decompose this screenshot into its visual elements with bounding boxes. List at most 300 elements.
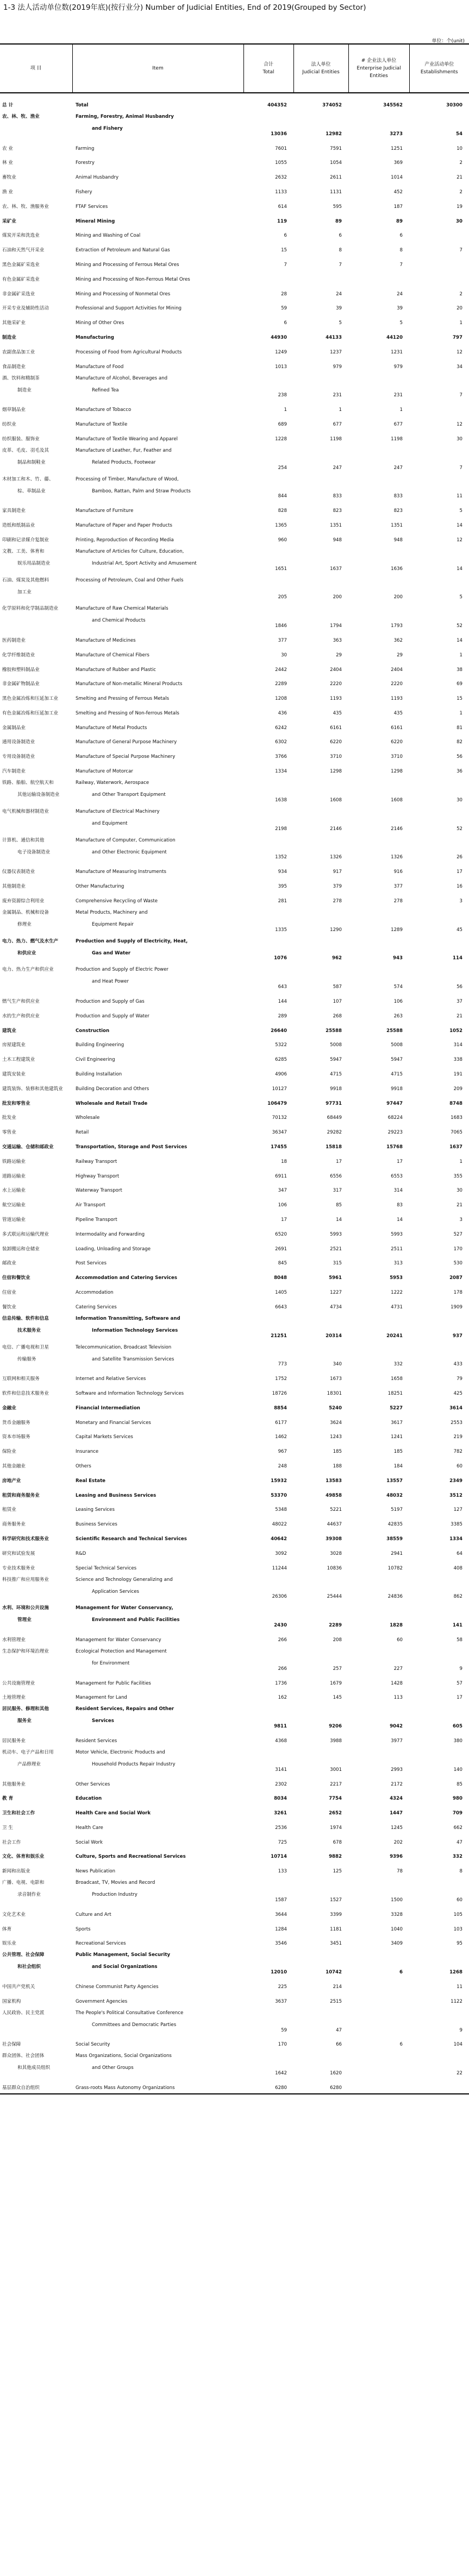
total-value: 643	[278, 984, 287, 990]
total-value: 2289	[275, 681, 287, 687]
item-name-zh: 生态保护和环境治理业	[2, 1648, 49, 1654]
item-name-zh: 航空运输业	[2, 1202, 26, 1208]
total-value: 6285	[275, 1057, 287, 1063]
item-name-zh: 建筑装饰、装修和其他建筑业	[2, 1086, 63, 1092]
establishment-value: 8748	[449, 1100, 462, 1106]
item-name-zh: 汽车制造业	[2, 769, 26, 775]
item-name-en: Internet and Relative Services	[76, 1376, 146, 1382]
judicial-value: 44637	[327, 1522, 342, 1528]
judicial-value: 2652	[329, 1811, 342, 1817]
table-row	[0, 1225, 469, 1240]
item-name-en: Other Services	[76, 1781, 110, 1787]
enterprise-value: 8	[399, 248, 403, 254]
judicial-value: 3451	[330, 1941, 342, 1947]
item-name-zh: 群众团体、社会团体 和其他成员组织	[2, 2053, 51, 2071]
item-name-zh: 金融业	[2, 1405, 16, 1411]
judicial-value: 268	[333, 1013, 342, 1019]
total-value: 1352	[275, 855, 287, 860]
item-name-zh: 专业技术服务业	[2, 1565, 35, 1571]
enterprise-value: 3328	[391, 1912, 403, 1917]
table-row	[0, 1182, 469, 1197]
item-name-en: Fishery	[76, 189, 92, 195]
enterprise-value: 3409	[391, 1941, 403, 1947]
enterprise-value: 3273	[390, 131, 403, 137]
enterprise-value	[348, 2050, 409, 2079]
item-name-zh: 卫 生	[2, 1825, 13, 1831]
table-row	[0, 1574, 469, 1603]
establishment-value: 21	[457, 175, 462, 181]
table-row	[0, 574, 469, 603]
judicial-value: 5947	[330, 1057, 342, 1063]
judicial-value: 435	[333, 710, 342, 716]
table-row	[0, 1050, 469, 1065]
judicial-value: 278	[333, 898, 342, 904]
table-row	[0, 1631, 469, 1645]
establishment-value: 191	[453, 1072, 462, 1078]
item-name-zh: 人民政协、民主党派	[2, 2010, 45, 2016]
item-name-zh: 其他服务业	[2, 1781, 26, 1787]
enterprise-value: 44120	[386, 334, 403, 340]
enterprise-value: 89	[396, 218, 403, 224]
enterprise-value: 313	[393, 1261, 403, 1267]
judicial-value: 595	[333, 204, 342, 210]
item-name-en: Processing of Petroleum, Coal and Other Fuels	[76, 577, 184, 583]
judicial-value: 2611	[330, 175, 342, 181]
establishment-value: 2553	[451, 1420, 462, 1426]
item-name-en: Education	[76, 1796, 102, 1802]
establishment-value: 21	[457, 1202, 462, 1208]
judicial-value: 1181	[330, 1926, 342, 1932]
judicial-value: 678	[333, 1839, 342, 1845]
judicial-value: 1227	[330, 1289, 342, 1295]
establishment-value: 3614	[449, 1405, 462, 1411]
item-name-zh: 社会工作	[2, 1839, 21, 1845]
total-value: 238	[278, 393, 287, 398]
table-row	[0, 1689, 469, 1704]
total-value	[243, 270, 293, 285]
item-name-en: Special Technical Services	[76, 1565, 137, 1571]
item-name-en: Manufacture of Medicines	[76, 637, 136, 643]
table-row	[0, 1992, 469, 2007]
item-name-en: Grass-roots Mass Autonomy Organizations	[72, 2079, 243, 2094]
judicial-value: 3624	[330, 1420, 342, 1426]
total-value: 1249	[275, 349, 287, 355]
item-name-en: Broadcast, TV, Movies and Record Production Industry	[76, 1880, 155, 1898]
establishment-value: 47	[457, 1839, 462, 1845]
establishment-value: 1637	[449, 1144, 462, 1150]
total-value: 289	[278, 1013, 287, 1019]
total-value: 106479	[267, 1100, 287, 1106]
judicial-value: 823	[333, 508, 342, 514]
table-row	[0, 168, 469, 183]
judicial-value: 188	[333, 1463, 342, 1469]
item-name-en: Telecommunication, Broadcast Television and Satellite Transmission Services	[76, 1344, 174, 1362]
item-name-zh: 公共管理、社会保障 和社会组织	[2, 1952, 45, 1970]
judicial-value: 948	[333, 537, 342, 543]
enterprise-value: 6	[399, 233, 403, 239]
total-value: 18	[281, 1159, 287, 1164]
item-name-zh: 居民服务业	[2, 1738, 26, 1744]
header-enterprise-judicial: # 企业法人单位 Enterprise Judicial Entities	[348, 44, 409, 93]
establishment-value: 17	[457, 869, 462, 875]
item-name-en: Civil Engineering	[76, 1057, 115, 1063]
table-row	[0, 2050, 469, 2079]
establishment-value: 81	[457, 725, 462, 731]
item-name-zh: 非金属矿采选业	[2, 291, 35, 297]
item-name-en: Printing, Reproduction of Recording Media	[76, 537, 174, 543]
judicial-value: 5221	[330, 1507, 342, 1513]
item-name-zh: 电信、广播电视和卫星 传输服务	[2, 1344, 49, 1362]
judicial-value: 1131	[330, 189, 342, 195]
establishment-value: 2087	[449, 1275, 462, 1281]
establishment-value: 16	[457, 884, 462, 890]
table-row	[0, 689, 469, 704]
enterprise-value: 38559	[386, 1536, 403, 1542]
total-value: 7601	[275, 145, 287, 151]
establishment-value: 69	[457, 681, 462, 687]
item-name-zh: 电力、热力、燃气及水生产 和供应业	[2, 938, 59, 956]
total-value: 10714	[271, 1854, 287, 1860]
item-name-en: Loading, Unloading and Storage	[76, 1246, 151, 1252]
enterprise-value: 3710	[391, 754, 403, 760]
table-row	[0, 1255, 469, 1269]
judicial-value: 5993	[330, 1231, 342, 1237]
item-name-en: Transportation, Storage and Post Services	[76, 1144, 187, 1150]
total-value: 3644	[275, 1912, 287, 1917]
judicial-value: 9882	[329, 1854, 342, 1860]
judicial-value: 1351	[330, 522, 342, 528]
judicial-value: 145	[333, 1695, 342, 1701]
item-name-zh: 纺织业	[2, 421, 16, 427]
total-value: 3141	[275, 1767, 287, 1773]
item-name-en: Resident Services	[76, 1738, 117, 1744]
table-row	[0, 631, 469, 646]
establishment-value: 2	[459, 291, 462, 297]
enterprise-value: 113	[393, 1695, 403, 1701]
item-name-zh: 总 计	[2, 103, 14, 108]
establishment-value: 3	[459, 898, 462, 904]
judicial-value: 24	[336, 291, 342, 297]
total-value: 1076	[274, 955, 287, 961]
judicial-value: 2404	[330, 667, 342, 673]
total-value: 1365	[275, 522, 287, 528]
establishment-value: 782	[453, 1449, 462, 1455]
enterprise-value: 9042	[390, 1724, 403, 1730]
establishment-value: 1	[459, 320, 462, 326]
item-name-en: Manufacture of Special Purpose Machinery	[76, 754, 176, 760]
total-value: 281	[278, 898, 287, 904]
enterprise-value: 1636	[391, 566, 403, 572]
enterprise-value: 377	[393, 884, 403, 890]
item-name-en: Scientific Research and Technical Services	[76, 1536, 187, 1542]
total-value: 2302	[275, 1781, 287, 1787]
item-name-en: Forestry	[76, 160, 95, 166]
establishment-value: 527	[453, 1231, 462, 1237]
judicial-value: 25444	[327, 1594, 342, 1600]
table-row	[0, 1819, 469, 1833]
item-name-en: Manufacture of Metal Products	[76, 725, 147, 731]
judicial-value: 917	[333, 869, 342, 875]
table-row	[0, 1196, 469, 1211]
judicial-value: 231	[333, 393, 342, 398]
item-name-zh: 制造业	[2, 334, 16, 340]
total-value: 3546	[275, 1941, 287, 1947]
table-row	[0, 1080, 469, 1094]
item-name-en: Social Work	[76, 1839, 103, 1845]
judicial-value: 47	[336, 2027, 342, 2033]
total-value: 162	[278, 1695, 287, 1701]
total-value: 4368	[275, 1738, 287, 1744]
item-name-en: Manufacturing	[76, 334, 114, 340]
judicial-value: 6280	[293, 2079, 348, 2094]
enterprise-value: 332	[393, 1362, 403, 1368]
item-name-en: Railway Transport	[76, 1159, 117, 1164]
total-value: 960	[278, 537, 287, 543]
judicial-value: 200	[333, 594, 342, 600]
total-value: 170	[278, 2042, 287, 2048]
item-name-zh: 通用设备制造业	[2, 739, 35, 745]
enterprise-value: 1428	[391, 1680, 403, 1686]
establishment-value: 5	[459, 508, 462, 514]
item-name-en: Smelting and Pressing of Non-ferrous Metals	[76, 710, 179, 716]
table-row	[0, 992, 469, 1007]
establishment-value: 3512	[449, 1492, 462, 1498]
establishment-value: 862	[453, 1594, 462, 1600]
establishment-value: 2	[459, 160, 462, 166]
total-value: 845	[278, 1261, 287, 1267]
establishment-value: 12	[457, 537, 462, 543]
judicial-value: 49858	[326, 1492, 342, 1498]
judicial-value: 677	[333, 421, 342, 427]
table-row	[0, 314, 469, 328]
establishment-value: 60	[457, 1897, 462, 1903]
enterprise-value: 1241	[391, 1434, 403, 1440]
judicial-value: 962	[332, 955, 342, 961]
item-name-en: Business Services	[76, 1522, 117, 1528]
item-name-en: Farming, Forestry, Animal Husbandry and Fishery	[76, 114, 174, 131]
header-item-en: Item	[72, 44, 243, 93]
table-row	[0, 777, 469, 806]
table-row	[0, 1935, 469, 1950]
judicial-value: 1679	[330, 1680, 342, 1686]
item-name-en: Production and Supply of Electric Power and Heat Power	[76, 967, 168, 985]
table-row	[0, 1746, 469, 1775]
total-value: 725	[278, 1839, 287, 1845]
table-row	[0, 227, 469, 242]
item-name-en: Highway Transport	[76, 1173, 120, 1179]
establishment-value: 5	[459, 594, 462, 600]
item-name-zh: 其他采矿业	[2, 320, 26, 326]
item-name-zh: 燃气生产和供应业	[2, 999, 40, 1005]
total-value: 1846	[275, 623, 287, 629]
item-name-zh: 租赁业	[2, 1507, 16, 1513]
item-name-en: Accommodation and Catering Services	[76, 1275, 177, 1281]
establishment-value: 178	[453, 1289, 462, 1295]
establishment-value: 530	[453, 1261, 462, 1267]
item-name-zh: 电力、热力生产和供应业	[2, 967, 54, 973]
item-name-en: Professional and Support Activities for Mining	[76, 306, 182, 312]
enterprise-value: 9918	[391, 1086, 403, 1092]
item-name-zh: 水上运输业	[2, 1188, 26, 1194]
establishment-value: 52	[457, 826, 462, 832]
establishment-value: 1909	[451, 1304, 462, 1310]
item-name-en: Others	[76, 1463, 91, 1469]
table-row	[0, 2036, 469, 2050]
item-name-zh: 批发业	[2, 1115, 16, 1121]
item-name-zh: 化学纤维制造业	[2, 652, 35, 658]
item-name-zh: 道路运输业	[2, 1173, 26, 1179]
judicial-value: 1	[339, 407, 342, 413]
total-value: 1651	[275, 566, 287, 572]
item-name-zh: 金属制品业	[2, 725, 26, 731]
establishment-value: 980	[453, 1796, 462, 1802]
establishment-value: 1	[459, 1159, 462, 1164]
table-row	[0, 1674, 469, 1689]
enterprise-value: 29223	[387, 1130, 403, 1136]
enterprise-value: 1289	[391, 927, 403, 933]
item-name-en: Mining and Washing of Coal	[76, 233, 141, 239]
enterprise-value: 42835	[387, 1522, 403, 1528]
enterprise-value: 24836	[387, 1594, 403, 1600]
item-name-zh: 建筑安装业	[2, 1072, 26, 1078]
item-name-zh: 文化艺术业	[2, 1912, 26, 1917]
table-row	[0, 1862, 469, 1877]
judicial-value: 374052	[322, 103, 342, 108]
item-name-zh: 资本市场服务	[2, 1434, 30, 1440]
judicial-value: 247	[333, 465, 342, 471]
establishment-value: 22	[457, 2071, 462, 2077]
establishment-value: 14	[457, 637, 462, 643]
item-name-en: Manufacture of Textile Wearing and Apparel	[76, 436, 178, 442]
total-value: 1752	[275, 1376, 287, 1382]
item-name-zh: 社会保障	[2, 2042, 21, 2048]
establishment-value: 209	[453, 1086, 462, 1092]
establishment-value: 54	[456, 131, 462, 137]
table-row	[0, 1167, 469, 1182]
item-name-zh: 邮政业	[2, 1261, 16, 1267]
enterprise-value: 1222	[391, 1289, 403, 1295]
item-name-en: Manufacture of Computer, Communication and Other Electronic Equipment	[76, 837, 176, 855]
total-value: 5348	[275, 1507, 287, 1513]
enterprise-value	[348, 1992, 409, 2007]
enterprise-value: 6	[399, 1970, 403, 1976]
table-row	[0, 502, 469, 516]
enterprise-value: 6220	[391, 739, 403, 745]
judicial-value: 317	[333, 1188, 342, 1194]
judicial-value: 379	[333, 884, 342, 890]
item-name-zh: 保险业	[2, 1449, 16, 1455]
total-value: 6	[284, 233, 287, 239]
table-row	[0, 256, 469, 270]
establishment-value: 104	[453, 2042, 462, 2048]
total-value: 1055	[275, 160, 287, 166]
establishment-value: 7	[459, 248, 462, 254]
establishment-value: 219	[453, 1434, 462, 1440]
judicial-value: 257	[333, 1666, 342, 1672]
item-name-en: Smelting and Pressing of Ferrous Metals	[76, 696, 170, 702]
total-value: 266	[278, 1637, 287, 1643]
item-name-zh: 管道运输业	[2, 1217, 26, 1223]
item-name-zh: 印刷和记录媒介复制业	[2, 537, 49, 543]
item-name-zh: 广播、电视、电影和 录音制作业	[2, 1880, 45, 1898]
enterprise-value: 48032	[386, 1492, 403, 1498]
enterprise-value: 3977	[391, 1738, 403, 1744]
item-name-en: Government Agencies	[76, 1998, 128, 2004]
item-name-zh: 金属制品、机械和设备 修理业	[2, 909, 49, 927]
enterprise-value: 200	[393, 594, 403, 600]
table-row	[0, 1501, 469, 1516]
total-value: 28	[281, 291, 287, 297]
item-name-en: The People's Political Consultative Conference Committees and Democratic Parties	[76, 2010, 184, 2028]
table-row	[0, 415, 469, 430]
total-value: 1208	[275, 696, 287, 702]
judicial-value: 1608	[330, 797, 342, 803]
header-item-zh: 项 目	[0, 44, 72, 93]
page-title: 1-3 法人活动单位数(2019年底)(按行业分) Number of Judicial Entities, End of 2019(Grouped by Sector)	[3, 3, 366, 12]
establishment-value: 314	[453, 1042, 462, 1048]
judicial-value: 214	[333, 1984, 342, 1990]
item-name-zh: 水利管理业	[2, 1637, 26, 1643]
table-row	[0, 1269, 469, 1283]
item-name-en: Manufacture of Raw Chemical Materials and Chemical Products	[76, 606, 168, 624]
enterprise-value: 247	[393, 465, 403, 471]
judicial-value: 10836	[327, 1565, 342, 1571]
item-name-en: Culture and Art	[76, 1912, 111, 1917]
table-row	[0, 1414, 469, 1428]
table-row	[0, 1559, 469, 1574]
table-row	[0, 270, 469, 285]
judicial-value: 1794	[330, 623, 342, 629]
judicial-value: 340	[333, 1362, 342, 1368]
item-name-zh: 新闻和出版业	[2, 1869, 30, 1875]
total-value: 689	[278, 421, 287, 427]
enterprise-value: 10782	[387, 1565, 403, 1571]
total-value: 1335	[275, 927, 287, 933]
judicial-value: 107	[333, 999, 342, 1005]
enterprise-value	[348, 270, 409, 285]
table-row	[0, 1384, 469, 1399]
item-name-zh: 木材加工和木、竹、藤、 棕、草制品业	[2, 476, 54, 494]
table-row	[0, 372, 469, 401]
table-row	[0, 1240, 469, 1255]
enterprise-value: 833	[393, 493, 403, 499]
establishment-value: 1	[459, 710, 462, 716]
table-row	[0, 1399, 469, 1414]
establishment-value	[409, 2079, 469, 2094]
table-row	[0, 198, 469, 212]
establishment-value: 30	[457, 436, 462, 442]
item-name-zh: 零售业	[2, 1130, 16, 1136]
establishment-value: 52	[457, 623, 462, 629]
judicial-value: 9206	[329, 1724, 342, 1730]
enterprise-value: 677	[393, 421, 403, 427]
item-name-zh: 渔 业	[2, 189, 13, 195]
establishment-value: 58	[457, 1637, 462, 1643]
establishment-value: 11	[457, 1984, 462, 1990]
enterprise-value: 2146	[391, 826, 403, 832]
total-value: 828	[278, 508, 287, 514]
enterprise-value: 83	[397, 1202, 403, 1208]
item-name-en: Software and Information Technology Services	[76, 1390, 184, 1396]
table-row	[0, 1833, 469, 1848]
establishment-value: 14	[457, 522, 462, 528]
enterprise-value: 345562	[383, 103, 403, 108]
total-value: 436	[278, 710, 287, 716]
establishment-value: 34	[457, 364, 462, 370]
item-name-zh: 多式联运和运输代理业	[2, 1231, 49, 1237]
item-name-zh: 家具制造业	[2, 508, 26, 514]
item-name-zh: 废弃资源综合利用业	[2, 898, 45, 904]
